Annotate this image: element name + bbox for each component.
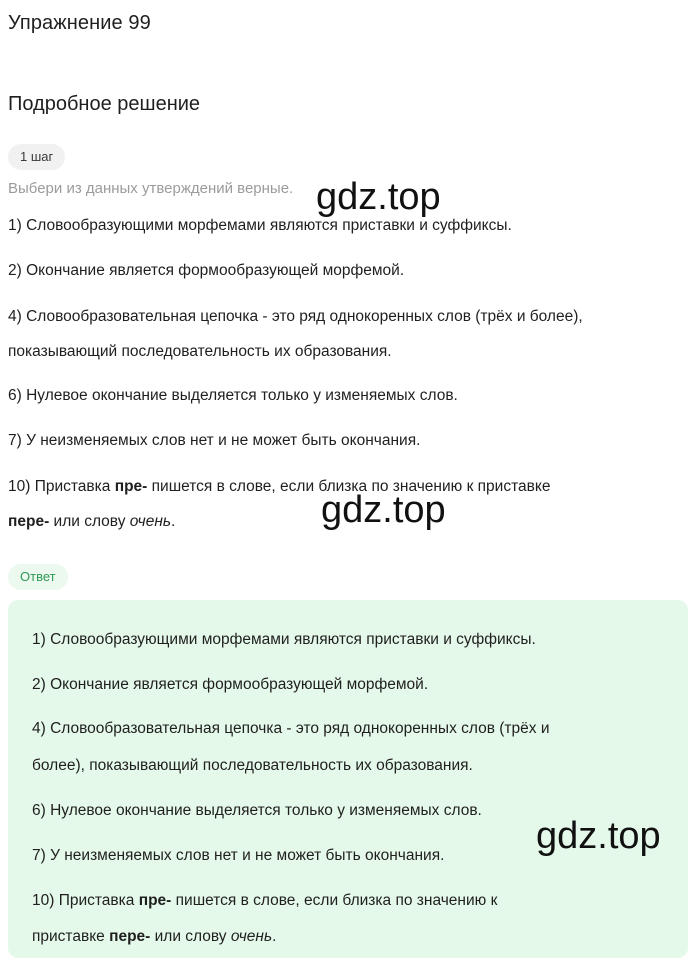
text-span: 10) Приставка bbox=[8, 478, 115, 495]
answer-box bbox=[8, 600, 688, 958]
text-span: . bbox=[272, 928, 277, 945]
answer-item-4-line2: более), показывающий последовательность их образования. bbox=[32, 757, 473, 774]
text-span: пишется в слове, если близка по значению к bbox=[171, 892, 498, 909]
text-span: или слову bbox=[150, 928, 231, 945]
solution-item-7: 7) У неизменяемых слов нет и не может быть окончания. bbox=[8, 432, 421, 449]
solution-item-1: 1) Словообразующими морфемами являются приставки и суффиксы. bbox=[8, 217, 512, 234]
bold-prefix-pere: пере- bbox=[8, 513, 50, 530]
text-span: приставке bbox=[32, 928, 110, 945]
watermark: gdz.top bbox=[316, 176, 441, 218]
bold-prefix-pere: пере- bbox=[109, 928, 151, 945]
answer-item-6: 6) Нулевое окончание выделяется только у изменяемых слов. bbox=[32, 802, 482, 819]
italic-word: очень bbox=[129, 513, 171, 530]
watermark: gdz.top bbox=[321, 489, 446, 531]
bold-prefix-pre: пре- bbox=[114, 478, 148, 495]
text-span: пишется в слове, если близка по значению к приставке bbox=[147, 478, 551, 495]
italic-word: очень bbox=[230, 928, 273, 945]
answer-item-10-line2 bbox=[32, 925, 662, 949]
text-span: . bbox=[171, 513, 176, 530]
section-title: Подробное решение bbox=[8, 93, 201, 115]
solution-item-4-line1: 4) Словообразовательная цепочка - это ряд однокоренных слов (трёх и более), bbox=[8, 308, 583, 325]
task-instruction: Выбери из данных утверждений верные. bbox=[8, 180, 294, 197]
text-span: или слову bbox=[49, 513, 130, 530]
solution-item-4-line2: показывающий последовательность их образования. bbox=[8, 343, 392, 360]
answer-item-2: 2) Окончание является формообразующей морфемой. bbox=[32, 676, 429, 693]
solution-item-6: 6) Нулевое окончание выделяется только у изменяемых слов. bbox=[8, 387, 458, 404]
bold-prefix-pre: пре- bbox=[138, 892, 172, 909]
answer-item-1: 1) Словообразующими морфемами являются приставки и суффиксы. bbox=[32, 631, 536, 648]
page-title: Упражнение 99 bbox=[8, 12, 151, 34]
answer-item-7: 7) У неизменяемых слов нет и не может быть окончания. bbox=[32, 847, 445, 864]
answer-item-10-line1 bbox=[32, 889, 662, 913]
step-badge: 1 шаг bbox=[8, 144, 65, 170]
answer-item-4-line1: 4) Словообразовательная цепочка - это ряд однокоренных слов (трёх и bbox=[32, 720, 550, 737]
answer-badge: Ответ bbox=[8, 564, 68, 590]
text-span: 10) Приставка bbox=[32, 892, 139, 909]
watermark: gdz.top bbox=[536, 815, 661, 857]
solution-item-2: 2) Окончание является формообразующей морфемой. bbox=[8, 262, 405, 279]
